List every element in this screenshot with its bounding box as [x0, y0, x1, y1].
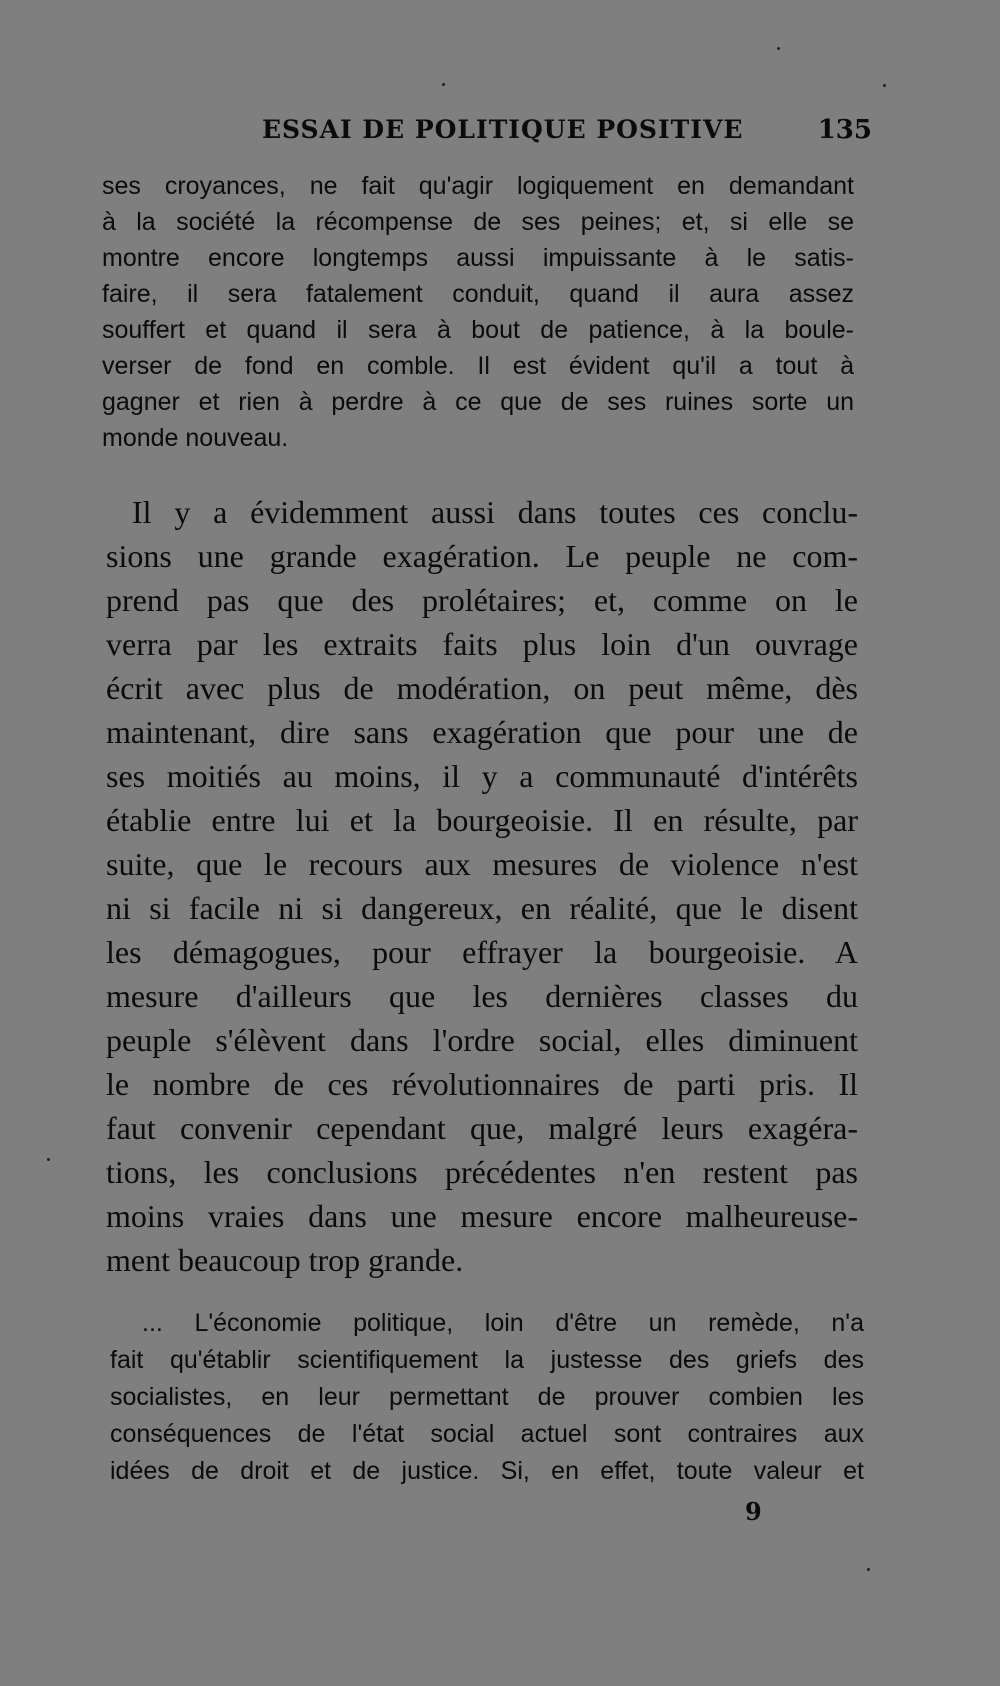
text-line: établie entre lui et la bourgeoisie. Il en résulte, par [106, 802, 858, 838]
text-line: souffert et quand il sera à bout de patience, à la boule- [102, 316, 854, 344]
print-speck [777, 47, 780, 50]
print-speck [442, 83, 445, 86]
text-line: verser de fond en comble. Il est évident qu'il a tout à [102, 352, 854, 380]
text-line: écrit avec plus de modération, on peut même, dès [106, 670, 858, 706]
text-line: socialistes, en leur permettant de prouver combien les [110, 1383, 864, 1411]
text-line: peuple s'élèvent dans l'ordre social, elles diminuent [106, 1022, 858, 1058]
text-line: sions une grande exagération. Le peuple ne com- [106, 538, 858, 574]
text-line: ment beaucoup trop grande. [106, 1242, 464, 1278]
signature-mark: 9 [745, 1497, 762, 1526]
paragraph-continuation [102, 168, 854, 456]
text-line: faut convenir cependant que, malgré leurs exagéra- [106, 1110, 858, 1146]
text-line: prend pas que des prolétaires; et, comme on le [106, 582, 858, 618]
running-title: ESSAI DE POLITIQUE POSITIVE [262, 115, 744, 144]
text-line: tions, les conclusions précédentes n'en restent pas [106, 1154, 858, 1190]
print-speck [867, 1568, 870, 1571]
text-line: monde nouveau. [102, 424, 289, 452]
text-line: faire, il sera fatalement conduit, quand il aura assez [102, 280, 854, 308]
text-line: le nombre de ces révolutionnaires de parti pris. Il [106, 1066, 858, 1102]
text-line: mesure d'ailleurs que les dernières classes du [106, 978, 858, 1014]
paragraph-main [106, 490, 858, 1282]
text-line: les démagogues, pour effrayer la bourgeoisie. A [106, 934, 858, 970]
print-speck [47, 1158, 50, 1161]
text-line: idées de droit et de justice. Si, en effet, toute valeur et [110, 1457, 864, 1485]
text-line: Il y a évidemment aussi dans toutes ces conclu- [132, 494, 858, 530]
text-line: ses croyances, ne fait qu'agir logiquement en demandant [102, 172, 854, 200]
text-line: ni si facile ni si dangereux, en réalité, que le disent [106, 890, 858, 926]
text-line: verra par les extraits faits plus loin d'un ouvrage [106, 626, 858, 662]
text-line: ses moitiés au moins, il y a communauté d'intérêts [106, 758, 858, 794]
page-number: 135 [817, 115, 872, 145]
text-line: fait qu'établir scientifiquement la justesse des griefs des [110, 1346, 864, 1374]
running-header [102, 115, 872, 151]
text-line: suite, que le recours aux mesures de violence n'est [106, 846, 858, 882]
text-line: ... L'économie politique, loin d'être un remède, n'a [142, 1309, 864, 1337]
text-line: conséquences de l'état social actuel sont contraires aux [110, 1420, 864, 1448]
text-line: maintenant, dire sans exagération que pour une de [106, 714, 858, 750]
text-line: gagner et rien à perdre à ce que de ses ruines sorte un [102, 388, 854, 416]
text-line: montre encore longtemps aussi impuissante à le satis- [102, 244, 854, 272]
text-line: moins vraies dans une mesure encore malheureuse- [106, 1198, 858, 1234]
print-speck [883, 84, 886, 87]
text-line: à la société la récompense de ses peines; et, si elle se [102, 208, 854, 236]
quoted-passage [110, 1305, 864, 1490]
